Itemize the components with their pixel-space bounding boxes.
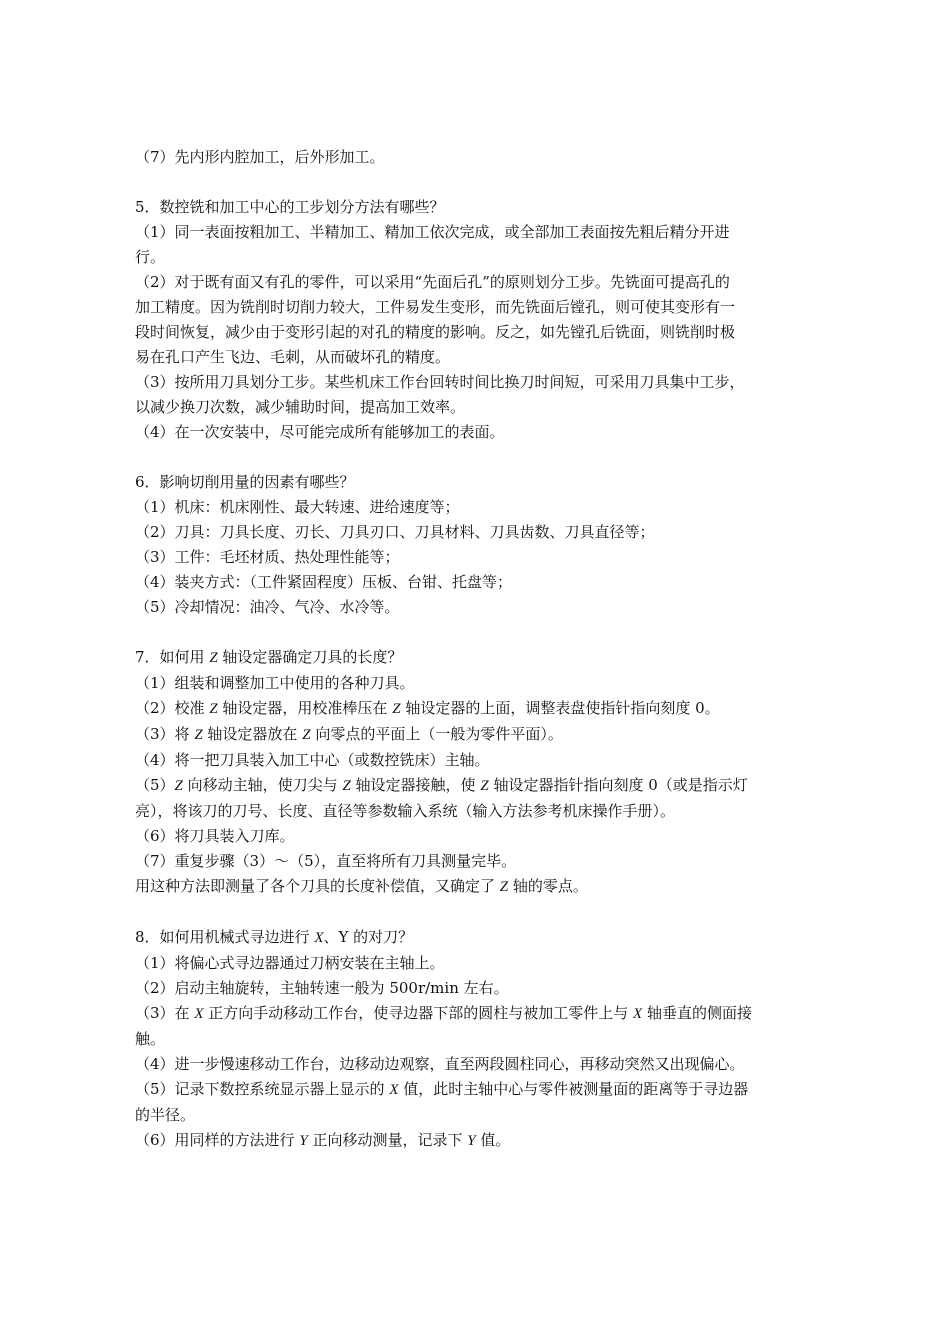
text-line: （6）用同样的方法进行 Y 正向移动测量，记录下 Y 值。 xyxy=(135,1131,511,1149)
text-line: 的半径。 xyxy=(135,1106,196,1124)
text-line: （7）先内形内腔加工，后外形加工。 xyxy=(135,148,385,166)
paragraph xyxy=(135,1128,825,1154)
text-line: （6）将刀具装入刀库。 xyxy=(135,827,295,845)
text-line: 以减少换刀次数，减少辅助时间，提高加工效率。 xyxy=(135,398,466,416)
text-line: （1）将偏心式寻边器通过刀柄安装在主轴上。 xyxy=(135,954,445,972)
paragraph xyxy=(135,145,825,170)
paragraph xyxy=(135,570,825,595)
text-line: （3）按所用刀具划分工步。某些机床工作台回转时间比换刀时间短，可采用刀具集中工步， xyxy=(135,373,745,391)
text-line: （1）机床：机床刚性、最大转速、进给速度等； xyxy=(135,498,460,516)
text-line: （1）同一表面按粗加工、半精加工、精加工依次完成，或全部加工表面按先粗后精分开进 xyxy=(135,223,730,241)
paragraph-gap xyxy=(135,170,825,195)
paragraph xyxy=(135,696,825,722)
paragraph xyxy=(135,545,825,570)
paragraph xyxy=(135,1052,825,1077)
text-line: （3）工件：毛坯材质、热处理性能等； xyxy=(135,548,400,566)
text-line: （2）校准 Z 轴设定器，用校准棒压在 Z 轴设定器的上面，调整表盘使指针指向刻度 0。 xyxy=(135,699,720,717)
text-line: 段时间恢复，减少由于变形引起的对孔的精度的影响。反之，如先镗孔后铣面，则铣削时极 xyxy=(135,323,736,341)
paragraph xyxy=(135,270,825,370)
paragraph-gap xyxy=(135,900,825,925)
text-line: （1）组装和调整加工中使用的各种刀具。 xyxy=(135,674,415,692)
paragraph-gap xyxy=(135,445,825,470)
text-line: 5．数控铣和加工中心的工步划分方法有哪些？ xyxy=(135,198,445,216)
text-line: （2）启动主轴旋转，主轴转速一般为 500r/min 左右。 xyxy=(135,979,509,997)
text-line: （4）在一次安装中，尽可能完成所有能够加工的表面。 xyxy=(135,423,505,441)
text-line: （5）冷却情况：油冷、气冷、水冷等。 xyxy=(135,598,400,616)
paragraph-gap xyxy=(135,620,825,645)
question-heading xyxy=(135,470,825,495)
text-line: （4）装夹方式：（工件紧固程度）压板、台钳、托盘等； xyxy=(135,573,513,591)
text-line: 触。 xyxy=(135,1030,166,1048)
paragraph xyxy=(135,495,825,520)
text-line: 亮），将该刀的刀号、长度、直径等参数输入系统（输入方法参考机床操作手册）。 xyxy=(135,802,676,820)
text-line: 加工精度。因为铣削时切削力较大，工件易发生变形，而先铣面后镗孔，则可使其变形有一 xyxy=(135,298,736,316)
paragraph xyxy=(135,748,825,773)
text-line: 7．如何用 Z 轴设定器确定刀具的长度？ xyxy=(135,648,403,666)
paragraph xyxy=(135,420,825,445)
text-line: （3）将 Z 轴设定器放在 Z 向零点的平面上（一般为零件平面）。 xyxy=(135,725,563,743)
paragraph xyxy=(135,951,825,976)
paragraph xyxy=(135,824,825,849)
text-line: （2）刀具：刀具长度、刃长、刀具刃口、刀具材料、刀具齿数、刀具直径等； xyxy=(135,523,655,541)
paragraph xyxy=(135,1001,825,1052)
paragraph xyxy=(135,722,825,748)
paragraph xyxy=(135,1077,825,1128)
paragraph xyxy=(135,370,825,420)
text-line: （3）在 X 正方向手动移动工作台，使寻边器下部的圆柱与被加工零件上与 X 轴垂直的侧面接 xyxy=(135,1004,752,1022)
text-line: （4）进一步慢速移动工作台，边移动边观察，直至两段圆柱同心，再移动突然又出现偏心。 xyxy=(135,1055,745,1073)
text-line: （5）记录下数控系统显示器上显示的 X 值，此时主轴中心与零件被测量面的距离等于寻边器 xyxy=(135,1080,749,1098)
question-heading xyxy=(135,195,825,220)
paragraph xyxy=(135,671,825,696)
paragraph xyxy=(135,595,825,620)
paragraph xyxy=(135,874,825,900)
paragraph xyxy=(135,220,825,270)
paragraph xyxy=(135,849,825,874)
text-line: 6．影响切削用量的因素有哪些？ xyxy=(135,473,355,491)
document-body xyxy=(135,145,825,1154)
text-line: （2）对于既有面又有孔的零件，可以采用“先面后孔”的原则划分工步。先铣面可提高孔的 xyxy=(135,273,730,291)
text-line: 用这种方法即测量了各个刀具的长度补偿值，又确定了 Z 轴的零点。 xyxy=(135,877,588,895)
text-line: 行。 xyxy=(135,248,166,266)
text-line: 易在孔口产生飞边、毛刺，从而破坏孔的精度。 xyxy=(135,348,451,366)
question-heading xyxy=(135,925,825,951)
question-heading xyxy=(135,645,825,671)
text-line: （5）Z 向移动主轴，使刀尖与 Z 轴设定器接触，使 Z 轴设定器指针指向刻度 0（或是指示灯 xyxy=(135,776,748,794)
paragraph xyxy=(135,520,825,545)
paragraph xyxy=(135,976,825,1001)
paragraph xyxy=(135,773,825,824)
text-line: 8．如何用机械式寻边进行 X、Y 的对刀？ xyxy=(135,928,414,946)
text-line: （7）重复步骤（3）～（5），直至将所有刀具测量完毕。 xyxy=(135,852,517,870)
text-line: （4）将一把刀具装入加工中心（或数控铣床）主轴。 xyxy=(135,751,490,769)
